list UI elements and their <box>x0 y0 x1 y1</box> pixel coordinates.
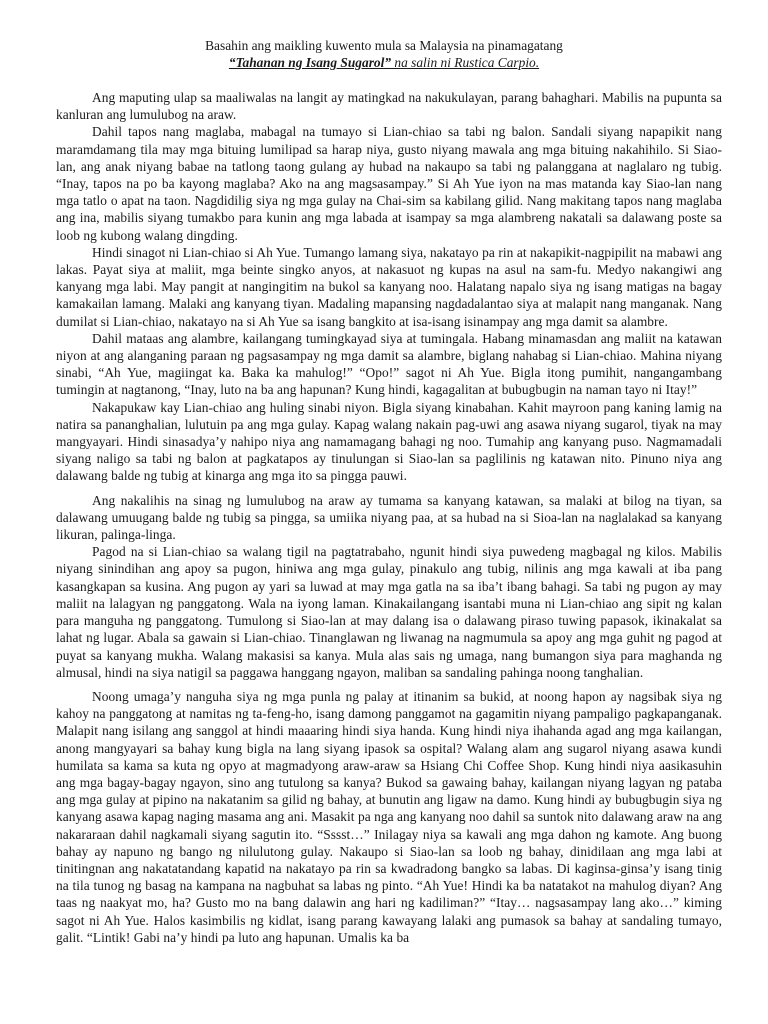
document-header <box>40 38 728 71</box>
paragraph: Dahil mataas ang alambre, kailangang tumingkayad siya at tumingala. Habang minamasdan ang maliit na katawan niyon at ang alanganing paraan ng pagsasampay ng mga damit sa alambre, biglang nahabag si Lian-chiao. Mahina niyang sinabi, “Ah Yue, magiingat ka. Baka ka mahulog!” “Opo!” sagot ni Ah Yue. Bigla itong pumihit, nangangambang tumingin at nagtanong, “Inay, luto na ba ang hapunan? Kung hindi, kagagalitan at bubugbugin na naman tayo ni Itay!” <box>56 330 722 398</box>
story-body <box>56 89 722 946</box>
paragraph: Dahil tapos nang maglaba, mabagal na tumayo si Lian-chiao sa tabi ng balon. Sandali siyang napapikit nang maramdamang tila may mga bituing lumilipad sa harap niya, gusto niyang mawala ang mga bituing nakahihilo. Si Siao-lan, ang anak niyang babae na tatlong taong gulang ay hubad na nakaupo sa tabi ng palanggana at naglalaro ng tubig. “Inay, tapos na po ba kayong maglaba? Ako na ang magsasampay.” Si Ah Yue iyon na mas matanda kay Siao-lan nang mga tatlo o apat na taon. Nagdidilig siya ng mga gulay na Chai-sim sa kabilang gilid. Nang makitang tapos nang maglaba ang ina, mabilis siyang tumakbo para kunin ang mga labada at isampay sa mga alambreng nakatali sa dalawang poste sa loob ng kubong walang dingding. <box>56 124 722 243</box>
translator-credit: na salin ni Rustica Carpio. <box>391 54 540 70</box>
paragraph: Ang nakalihis na sinag ng lumulubog na araw ay tumama sa kanyang katawan, sa malaki at bilog na tiyan, sa dalawang umuugang balde ng tubig sa pingga, sa umiika niyang paa, at sa hubad na si Sioa-lan na naglalakad sa kanyang likuran, palinga-linga. <box>56 492 722 543</box>
header-instruction: Basahin ang maikling kuwento mula sa Malaysia na pinamagatang <box>205 38 563 53</box>
paragraph: Noong umaga’y nanguha siya ng mga punla ng palay at itinanim sa bukid, at noong hapon ay nagsibak siya ng kahoy na panggatong at namitas ng ta-feng-ho, isang damong panggamot na gagamitin niyang pampaligo pagkapanganak. Malapit nang isilang ang sanggol at hindi maaaring hindi siya handa. Kung hindi niya ihahanda agad ang mga kailangan, anong mangyayari sa bahay kung bigla na lang siyang ipasok sa ospital? Walang alam ang sugarol niyang asawa kundi humilata sa kama sa kuta ng opyo at magmadyong araw-araw sa Hsiang Chi Coffee Shop. Kung hindi niya aasikasuhin ang mga bagay-bagay ngayon, sino ang tutulong sa kanya? Bukod sa gawaing bahay, kailangan niyang lagyan ng pataba ang mga gulay at pipino na nakatanim sa gilid ng bahay, at bunutin ang ligaw na damo. Kung hindi ay bubugbugin siya ng kanyang asawa kapag naging masama ang ani. Masakit pa nga ang kanyang noo dahil sa suntok nito dalawang araw na ang nakararaan dahil nagkamali siyang sagutin ito. “Sssst…” Inilagay niya sa kawali ang mga dahon ng kamote. Ang buong bahay ay napuno ng bango ng nilulutong gulay. Nakaupo si Siao-lan sa loob ng bahay, dinidilaan ang mga labi at tinitingnan ang nakatatandang kapatid na nakatayo pa rin sa kwadradong bangko sa labas. Di kaginsa-ginsa’y isang tinig na tila tunog ng basag na kampana na nagbuhat sa labas ng pinto. “Ah Yue! Hindi ka ba natatakot na mahulog diyan? Ang taas ng naakyat mo, ha? Gusto mo na bang dalawin ang hari ng kadiliman?” “Itay… nagsasampay lang ako…” kiming sagot ni Ah Yue. Halos kasimbilis ng kidlat, isang parang kawayang lalaki ang pumasok sa bahay at sandaling tumayo, galit. “Lintik! Gabi na’y hindi pa luto ang hapunan. Umalis ka ba <box>56 688 722 945</box>
story-title: “Tahanan ng Isang Sugarol” <box>228 54 392 70</box>
paragraph: Pagod na si Lian-chiao sa walang tigil na pagtatrabaho, ngunit hindi siya puwedeng magbagal ng kilos. Mabilis niyang sinindihan ang apoy sa pugon, hiniwa ang mga gulay, pinakulo ang tubig, nilinis ang mga kawali at iba pang kasangkapan sa kusina. Ang pugon ay yari sa luwad at may mga gatla na sa iba’t ibang bahagi. Sa tabi ng pugon ay may maliit na lalagyan ng panggatong. Wala na iyong laman. Kinakailangang isantabi muna ni Lian-chiao ang sipit ng kalan para manguha ng panggatong. Tumulong si Siao-lan at may dalang isa o dalawang piraso tuwing papasok, ikinakalat sa lahat ng lugar. Abala sa gawain si Lian-chiao. Tinanglawan ng liwanag na nagmumula sa apoy ang mga guhit ng pagod at puyat sa kanyang mukha. Walang makasisi sa kanya. Mula alas sais ng umaga, nang bumangon siya para maghanda ng almusal, hindi na siya natigil sa paggawa hanggang ngayon, maliban sa sandaling pahinga noong tanghalian. <box>56 544 722 680</box>
paragraph: Nakapukaw kay Lian-chiao ang huling sinabi niyon. Bigla siyang kinabahan. Kahit mayroon pang kaning lamig na natira sa pananghalian, lulutuin pa ang mga gulay. Kapag walang nakain pag-uwi ang asawa niyang sugarol, tiyak na may mangyayari. Hindi sinasadya’y nahipo niya ang namamagang bahagi ng noo. Tumahip ang kanyang puso. Nagmamadali siyang naligo sa tabi ng balon at pagkatapos ay tinulungan si Siao-lan sa paglilinis ng katawan nito. Pinuno niya ang dalawang balde ng tubig at kinarga ang mga ito sa pingga pauwi. <box>56 399 722 484</box>
paragraph: Ang maputing ulap sa maaliwalas na langit ay matingkad na nakukulayan, parang bahaghari. Mabilis na pupunta sa kanluran ang lumulubog na araw. <box>56 90 722 123</box>
paragraph: Hindi sinagot ni Lian-chiao si Ah Yue. Tumango lamang siya, nakatayo pa rin at nakapikit-nagpipilit na mabawi ang lakas. Payat siya at maliit, mga beinte singko anyos, at nakasuot ng kupas na asul na sam-fu. Medyo nakangiwi ang kanyang mga labi. May pangit at nangingitim na bukol sa kanyang noo. Halatang napalo siya ng isang matigas na bagay kamakailan lamang. Malaki ang kanyang tiyan. Madaling mapansing nagdadalantao siya at malapit nang manganak. Nang dumilat si Lian-chiao, nakatayo na si Ah Yue sa isang bangkito at isa-isang isinampay ang mga damit sa alambre. <box>56 244 722 329</box>
header-title-line <box>40 55 728 72</box>
